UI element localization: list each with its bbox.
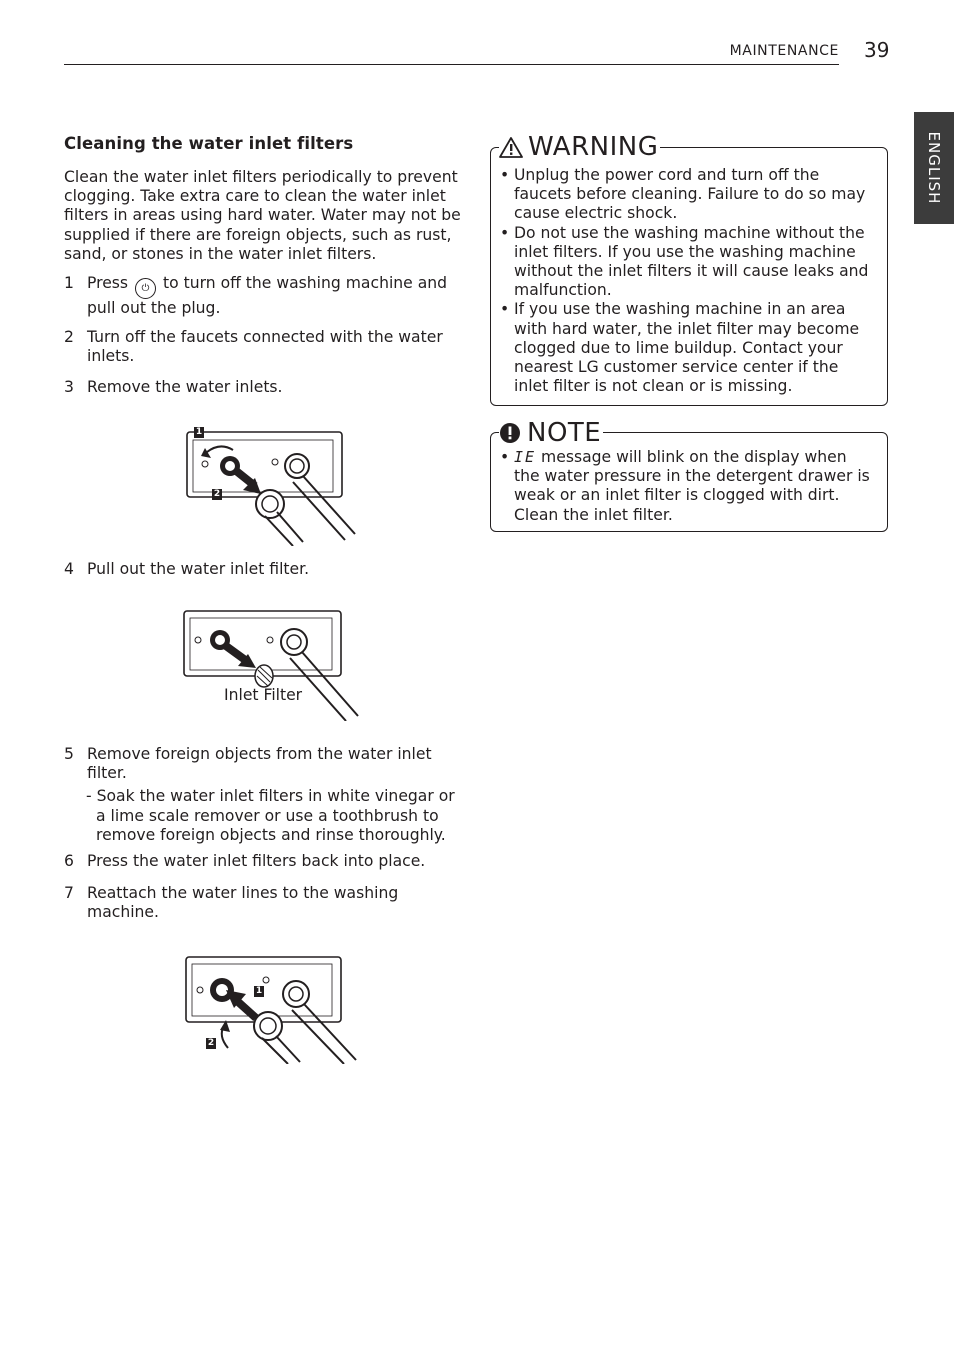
callout-1: 1 xyxy=(195,427,203,437)
callout-1: 1 xyxy=(255,986,263,996)
section-label: MAINTENANCE xyxy=(729,43,839,59)
step-text: Press xyxy=(87,274,129,293)
note-header xyxy=(499,418,603,448)
language-tab-label: ENGLISH xyxy=(925,131,943,205)
header-rule xyxy=(64,64,839,65)
left-column xyxy=(64,134,468,397)
callout-2: 2 xyxy=(213,489,221,499)
step-3 xyxy=(64,378,468,397)
step-number: 2 xyxy=(64,328,74,347)
step-7 xyxy=(64,884,468,922)
note-text: message will blink on the display when the water pressure in the detergent drawer is weak or an inlet filter is clogged with dirt. Clean the inlet filter. xyxy=(514,448,870,524)
step-2 xyxy=(64,328,468,366)
step-text: Pull out the water inlet filter. xyxy=(87,560,310,578)
section-title: Cleaning the water inlet filters xyxy=(64,134,354,153)
step-5 xyxy=(64,745,468,783)
figure-reattach-lines xyxy=(184,952,364,1064)
note-title: NOTE xyxy=(527,418,602,448)
warning-box xyxy=(490,132,888,406)
figure-remove-inlets-drawing xyxy=(185,424,365,546)
step-number: 3 xyxy=(64,377,74,396)
step-text: Remove foreign objects from the water inlet filter. xyxy=(87,745,432,783)
step-1 xyxy=(64,274,468,318)
inlet-filter-label: Inlet Filter xyxy=(224,686,303,704)
power-button-icon: ⏻ xyxy=(135,278,156,299)
step-number: 4 xyxy=(64,560,74,578)
warning-list xyxy=(500,166,877,396)
note-item xyxy=(500,448,877,525)
language-tab xyxy=(914,112,954,224)
step-6 xyxy=(64,852,468,871)
note-list xyxy=(500,448,877,525)
step-number: 5 xyxy=(64,745,74,763)
note-box xyxy=(490,418,888,532)
warning-title: WARNING xyxy=(528,132,659,162)
warning-item: • Unplug the power cord and turn off the faucets before cleaning. Failure to do so may cause electric shock. xyxy=(500,166,877,224)
step-text: Remove the water inlets. xyxy=(87,377,283,396)
step-number: 6 xyxy=(64,852,74,871)
figure-pull-filter xyxy=(182,606,362,721)
error-code-glyph: IE xyxy=(514,448,537,466)
step-number: 7 xyxy=(64,884,74,903)
warning-header xyxy=(499,132,660,162)
warning-triangle-icon xyxy=(499,137,523,158)
step-5-substep: - Soak the water inlet filters in white vinegar or a lime scale remover or use a toothbrush to remove foreign objects and rinse thoroughly. xyxy=(86,787,455,844)
note-exclamation-icon xyxy=(499,422,521,444)
step-text: Turn off the faucets connected with the water inlets. xyxy=(87,328,443,366)
step-text: Press the water inlet filters back into place. xyxy=(87,852,426,871)
warning-item: • Do not use the washing machine without the inlet filters. If you use the washing machine without the inlet filters it will cause leaks and malfunction. xyxy=(500,224,877,301)
step-number: 1 xyxy=(64,274,74,293)
steps-5-7 xyxy=(64,745,468,923)
step-text: Reattach the water lines to the washing machine. xyxy=(87,884,399,922)
callout-2: 2 xyxy=(207,1038,215,1048)
page-number: 39 xyxy=(864,38,890,62)
warning-item: • If you use the washing machine in an area with hard water, the inlet filter may become clogged due to lime buildup. Contact your nearest LG customer service center if the inlet filter is not clean or is missing. xyxy=(500,300,877,396)
step-text: to turn off the washing machine and pull out the plug. xyxy=(87,274,448,318)
step-4 xyxy=(64,560,468,579)
figure-remove-inlets xyxy=(185,424,365,546)
intro-paragraph: Clean the water inlet filters periodically to prevent clogging. Take extra care to clean the water inlet filters in areas using hard water. Water may not be supplied if there are foreign objects, such as rust, sand, or stones in the water inlet filters. xyxy=(64,168,461,263)
